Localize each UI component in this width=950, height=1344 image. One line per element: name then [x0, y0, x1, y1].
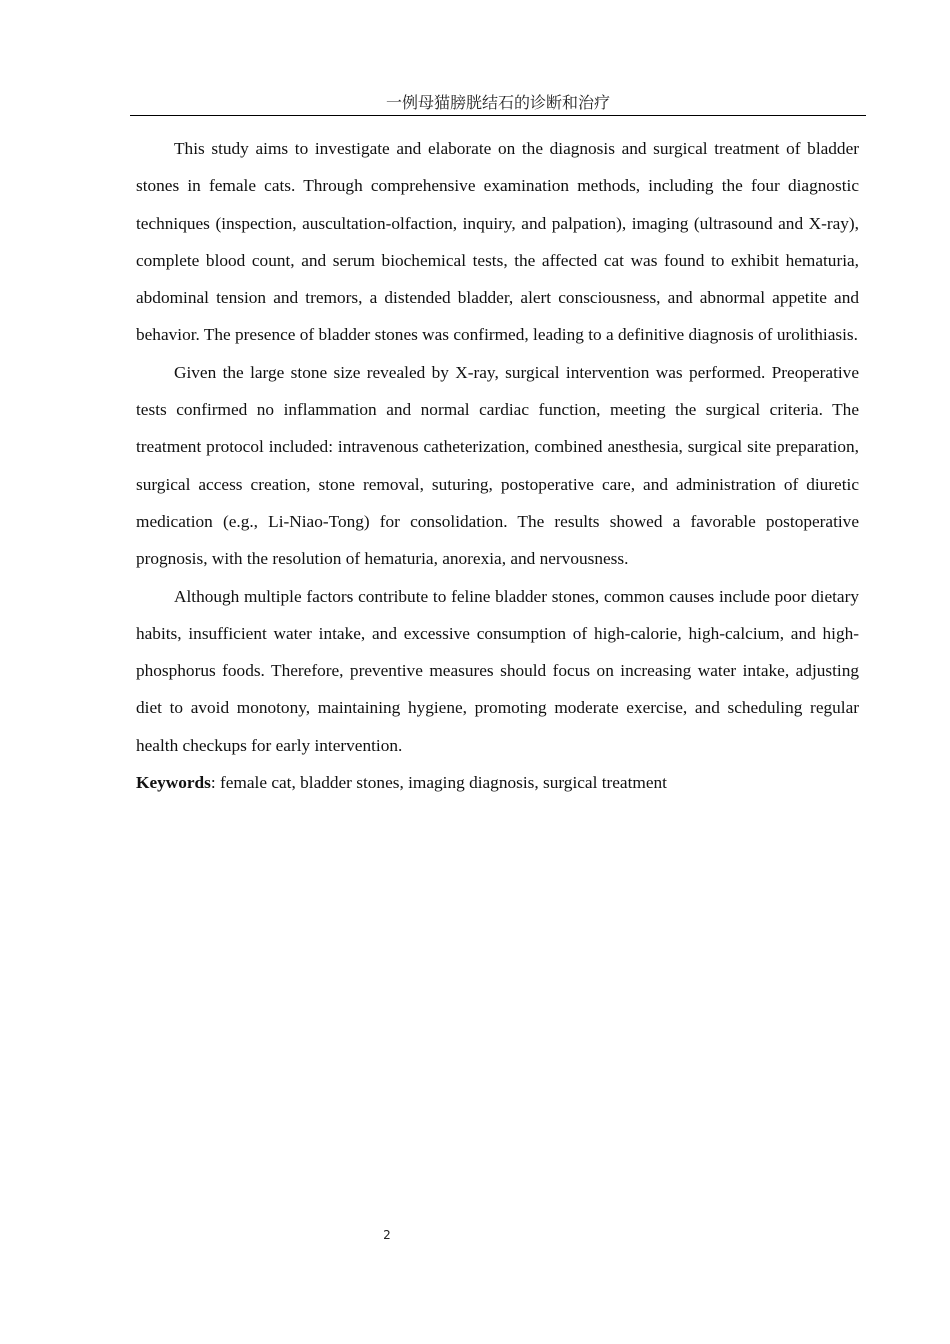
abstract-paragraph-1: This study aims to investigate and elaborate on the diagnosis and surgical treatment of bladder stones in female cats. Through comprehensive examination methods, including the four diagnostic techniques (inspection, auscultation-olfaction, inquiry, and palpation), imaging (ultrasound and X-ray), complete blood count, and serum biochemical tests, the affected cat was found to exhibit hematuria, abdominal tension and tremors, a distended bladder, alert consciousness, and abnormal appetite and behavior. The presence of bladder stones was confirmed, leading to a definitive diagnosis of urolithiasis.: [136, 139, 859, 345]
keywords-label: Keywords: [136, 773, 211, 793]
keywords-line: [136, 764, 859, 801]
header-divider: [130, 115, 866, 116]
abstract-body: [136, 130, 859, 801]
abstract-paragraph-3: Although multiple factors contribute to feline bladder stones, common causes include poor dietary habits, insufficient water intake, and excessive consumption of high-calorie, high-calcium, and high-phosphorus foods. Therefore, preventive measures should focus on increasing water intake, adjusting diet to avoid monotony, maintaining hygiene, promoting moderate exercise, and scheduling regular health checkups for early intervention.: [136, 586, 859, 755]
running-header-title: 一例母猫膀胱结石的诊断和治疗: [385, 93, 610, 112]
keywords-text: : female cat, bladder stones, imaging diagnosis, surgical treatment: [210, 773, 667, 793]
page-number: 2: [383, 1228, 391, 1242]
abstract-paragraph-2: Given the large stone size revealed by X-ray, surgical intervention was performed. Preoperative tests confirmed no inflammation and normal cardiac function, meeting the surgical criteria. The treatment protocol included: intravenous catheterization, combined anesthesia, surgical site preparation, surgical access creation, stone removal, suturing, postoperative care, and administration of diuretic medication (e.g., Li-Niao-Tong) for consolidation. The results showed a favorable postoperative prognosis, with the resolution of hematuria, anorexia, and nervousness.: [136, 362, 859, 569]
